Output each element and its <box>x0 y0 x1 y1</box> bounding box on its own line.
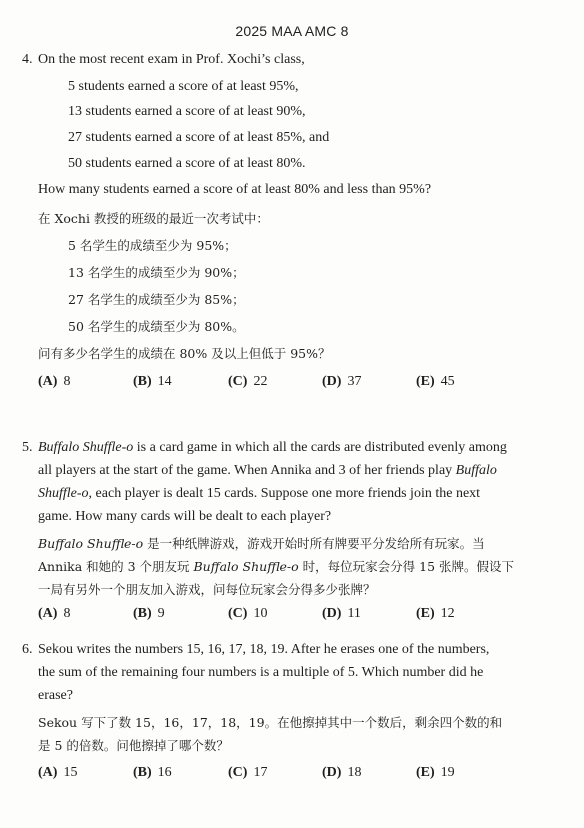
choice-c[interactable]: (C) 10 <box>228 606 268 621</box>
choice-d[interactable]: (D) 18 <box>322 765 362 780</box>
question-number: 4. <box>22 52 33 67</box>
answer-choices <box>38 765 558 783</box>
question-line: the sum of the remaining four numbers is a multiple of 5. Which number did he <box>38 665 484 680</box>
game-name: Shuffle-o <box>38 486 89 501</box>
choice-a[interactable]: (A) 8 <box>38 606 71 621</box>
condition-item: 5 students earned a score of at least 95%, <box>68 79 299 94</box>
choice-d[interactable]: (D) 37 <box>322 374 362 389</box>
condition-item-zh: 50 名学生的成绩至少为 80%。 <box>68 319 245 334</box>
game-name: Buffalo <box>455 463 497 478</box>
question-number: 6. <box>22 642 33 657</box>
question-line: Shuffle-o, each player is dealt 15 cards. Suppose one more friends join the next <box>38 486 481 501</box>
condition-item-zh: 13 名学生的成绩至少为 90%； <box>68 265 245 280</box>
question-line-zh: Annika 和她的 3 个朋友玩 Buffalo Shuffle-o 时，每位玩家会分得 15 张牌。假设下 <box>38 559 515 574</box>
question-line: game. How many cards will be dealt to each player? <box>38 509 332 524</box>
choice-e[interactable]: (E) 19 <box>416 765 455 780</box>
choice-a[interactable]: (A) 15 <box>38 765 78 780</box>
condition-item: 27 students earned a score of at least 85%, and <box>68 130 330 145</box>
question-number: 5. <box>22 440 33 455</box>
question-text-zh: 问有多少名学生的成绩在 80% 及以上但低于 95%？ <box>38 346 331 361</box>
choice-c[interactable]: (C) 17 <box>228 765 268 780</box>
answer-choices <box>38 374 558 392</box>
choice-e[interactable]: (E) 45 <box>416 374 455 389</box>
question-line: Buffalo Shuffle-o is a card game in which all the cards are distributed evenly among <box>38 440 507 455</box>
choice-a[interactable]: (A) 8 <box>38 374 71 389</box>
choice-d[interactable]: (D) 11 <box>322 606 361 621</box>
question-line-zh: 是 5 的倍数。问他擦掉了哪个数？ <box>38 738 229 753</box>
page-header: 2025 MAA AMC 8 <box>235 23 349 39</box>
answer-choices <box>38 606 558 624</box>
question-line-zh: Sekou 写下了数 15，16，17，18，19。在他擦掉其中一个数后，剩余四个数的和 <box>38 715 503 730</box>
question-intro: On the most recent exam in Prof. Xochi’s class, <box>38 52 305 67</box>
question-line-zh: 一局有另外一个朋友加入游戏，问每位玩家会分得多少张牌？ <box>38 582 376 597</box>
choice-b[interactable]: (B) 14 <box>133 374 172 389</box>
game-name: Buffalo Shuffle-o <box>38 440 134 455</box>
choice-c[interactable]: (C) 22 <box>228 374 268 389</box>
question-line: erase? <box>38 688 73 703</box>
condition-item-zh: 5 名学生的成绩至少为 95%； <box>68 238 237 253</box>
choice-b[interactable]: (B) 16 <box>133 765 172 780</box>
question-line: Sekou writes the numbers 15, 16, 17, 18, 19. After he erases one of the numbers, <box>38 642 490 657</box>
condition-item: 50 students earned a score of at least 80%. <box>68 156 306 171</box>
question-text: How many students earned a score of at least 80% and less than 95%? <box>38 182 432 197</box>
choice-b[interactable]: (B) 9 <box>133 606 165 621</box>
condition-item: 13 students earned a score of at least 90%, <box>68 104 306 119</box>
condition-item-zh: 27 名学生的成绩至少为 85%； <box>68 292 245 307</box>
question-line-zh: Buffalo Shuffle-o 是一种纸牌游戏，游戏开始时所有牌要平分发给所有玩家。当 <box>38 536 485 551</box>
question-intro-zh: 在 Xochi 教授的班级的最近一次考试中： <box>38 211 269 226</box>
question-line: all players at the start of the game. When Annika and 3 of her friends play Buffalo <box>38 463 497 478</box>
choice-e[interactable]: (E) 12 <box>416 606 455 621</box>
